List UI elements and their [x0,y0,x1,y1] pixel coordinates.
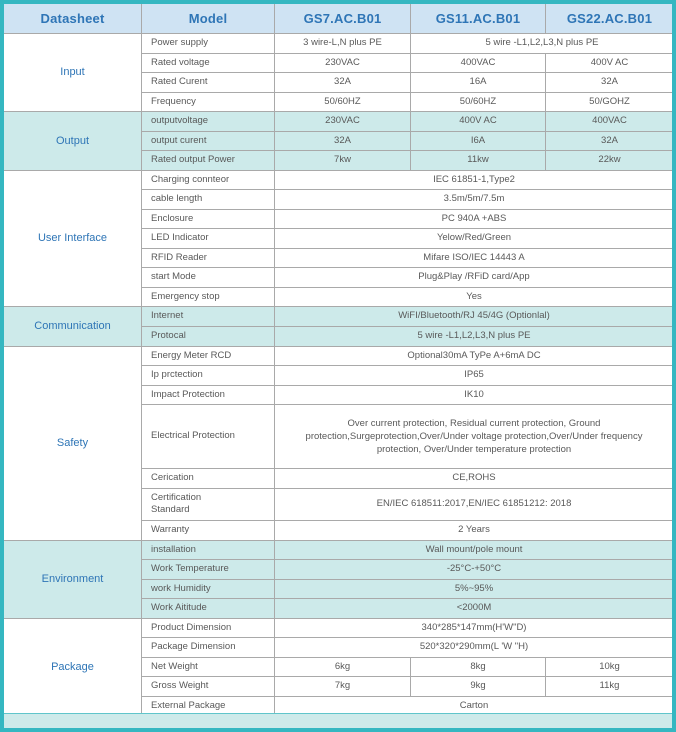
section-label-package: Package [4,618,142,716]
table-row [4,34,674,54]
section-label-output: Output [4,112,142,171]
section-label-safety: Safety [4,346,142,540]
value-cell: 11kg [546,677,674,697]
value-cell: 8kg [411,657,546,677]
property-label: Energy Meter RCD [142,346,275,366]
value-cell: 400V AC [411,112,546,132]
section-label-user-interface: User Interface [4,170,142,307]
property-label: outputvoltage [142,112,275,132]
property-label: Frequency [142,92,275,112]
value-cell: 32A [275,131,411,151]
value-cell: 50/GOHZ [546,92,674,112]
value-cell: 230VAC [275,112,411,132]
value-cell: 32A [275,73,411,93]
value-cell: 520*320*290mm(L 'W "H) [275,638,674,658]
property-label: Power supply [142,34,275,54]
property-label: Rated voltage [142,53,275,73]
table-row [4,112,674,132]
value-cell: CE,ROHS [275,469,674,489]
value-cell: Optional30mA TyPe A+6mA DC [275,346,674,366]
value-cell: 7kg [275,677,411,697]
property-label: Gross Weight [142,677,275,697]
property-label: LED Indicator [142,229,275,249]
value-cell: 400VAC [546,112,674,132]
property-label: installation [142,540,275,560]
property-label: Electrical Protection [142,405,275,469]
property-label: Package Dimension [142,638,275,658]
property-label: Rated Curent [142,73,275,93]
value-cell: Carton [275,696,674,716]
property-label: RFID Reader [142,248,275,268]
property-label: Charging connteor [142,170,275,190]
value-cell: 5%~95% [275,579,674,599]
value-cell: 32A [546,73,674,93]
value-cell: 5 wire -L1,L2,L3,N plus PE [275,326,674,346]
value-cell: 32A [546,131,674,151]
value-cell: Over current protection, Residual current protection, Ground protection,Surgeprotection,Over/Under voltage protection,Over/Under frequency protection, Over/Under temperature protection [275,405,674,469]
value-cell: Wall mount/pole mount [275,540,674,560]
table-row [4,170,674,190]
value-cell: Plug&Play /RFiD card/App [275,268,674,288]
property-label: Protocal [142,326,275,346]
value-cell: 230VAC [275,53,411,73]
property-label: Cerication [142,469,275,489]
value-cell: 3 wire-L,N plus PE [275,34,411,54]
property-label: Internet [142,307,275,327]
value-cell: 9kg [411,677,546,697]
property-label: Net Weight [142,657,275,677]
value-cell: 2 Years [275,521,674,541]
section-label-input: Input [4,34,142,112]
value-cell: EN/IEC 618511:2017,EN/IEC 61851212: 2018 [275,488,674,520]
table-row [4,540,674,560]
value-cell: 7kw [275,151,411,171]
value-cell: Yelow/Red/Green [275,229,674,249]
table-row [4,618,674,638]
table-row [4,346,674,366]
section-label-communication: Communication [4,307,142,346]
value-cell: 10kg [546,657,674,677]
property-label: work Humidity [142,579,275,599]
value-cell: IEC 61851-1,Type2 [275,170,674,190]
property-label: start Mode [142,268,275,288]
value-cell: 400VAC [411,53,546,73]
value-cell: 16A [411,73,546,93]
property-label: Ip prctection [142,366,275,386]
value-cell: 6kg [275,657,411,677]
value-cell: Yes [275,287,674,307]
header-datasheet: Datasheet [4,4,142,34]
header-model-gs22: GS22.AC.B01 [546,4,674,34]
property-label: Rated output Power [142,151,275,171]
value-cell: IP65 [275,366,674,386]
value-cell: 5 wire -L1,L2,L3,N plus PE [411,34,674,54]
datasheet-table [3,3,674,716]
value-cell: 3.5m/5m/7.5m [275,190,674,210]
value-cell: IK10 [275,385,674,405]
value-cell: 11kw [411,151,546,171]
spec-table-body [4,34,674,716]
header-model-gs7: GS7.AC.B01 [275,4,411,34]
value-cell: 50/60HZ [275,92,411,112]
property-label: Warranty [142,521,275,541]
property-label: cable length [142,190,275,210]
section-label-environment: Environment [4,540,142,618]
value-cell: Mifare ISO/IEC 14443 A [275,248,674,268]
value-cell: WiFI/Bluetooth/RJ 45/4G (Optionlal) [275,307,674,327]
property-label: Impact Protection [142,385,275,405]
value-cell: 400V AC [546,53,674,73]
property-label: Emergency stop [142,287,275,307]
value-cell: -25°C-+50°C [275,560,674,580]
value-cell: 340*285*147mm(H'W"D) [275,618,674,638]
header-row [4,4,674,34]
property-label: Certification Standard [142,488,275,520]
value-cell: PC 940A +ABS [275,209,674,229]
property-label: Work Temperature [142,560,275,580]
value-cell: <2000M [275,599,674,619]
property-label: Enclosure [142,209,275,229]
property-label: Product Dimension [142,618,275,638]
property-label: output curent [142,131,275,151]
value-cell: I6A [411,131,546,151]
property-label: Work Aititude [142,599,275,619]
footer-bar [4,713,672,728]
value-cell: 22kw [546,151,674,171]
value-cell: 50/60HZ [411,92,546,112]
property-label: External Package [142,696,275,716]
header-model: Model [142,4,275,34]
table-row [4,307,674,327]
header-model-gs11: GS11.AC.B01 [411,4,546,34]
